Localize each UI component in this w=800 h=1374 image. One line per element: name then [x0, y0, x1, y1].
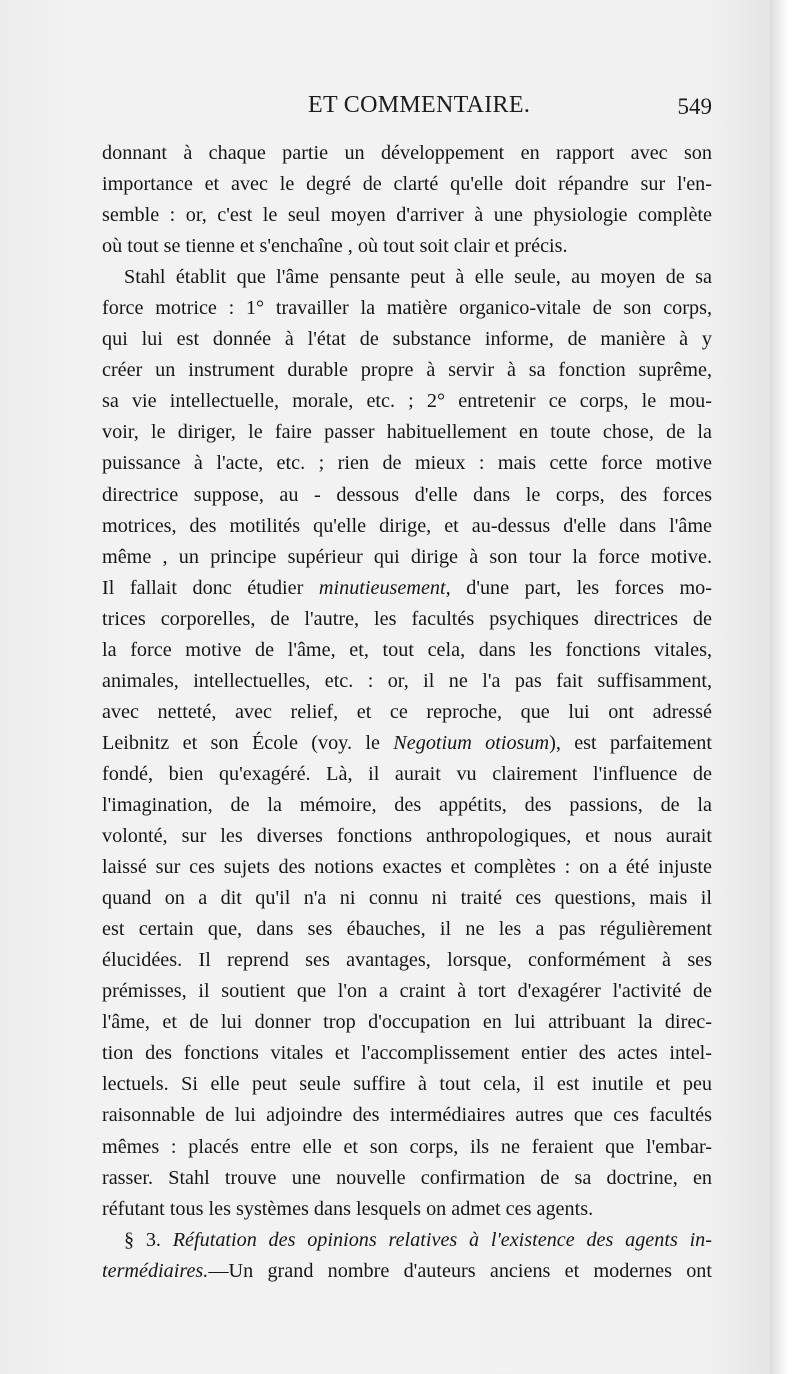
text-line: réfutant tous les systèmes dans lesquels on admet ces agents.	[102, 1197, 594, 1220]
section-title: Réfutation des opinions relatives à l'existence des agents in-	[172, 1228, 712, 1251]
text-line: sa vie intellectuelle, morale, etc. ; 2° entretenir ce corps, le mou-	[102, 390, 712, 413]
text-line: fondé, bien qu'exagéré. Là, il aurait vu clairement l'influence de	[102, 762, 712, 785]
text-segment: —Un grand nombre d'auteurs anciens et modernes ont	[208, 1259, 712, 1282]
page-edge-shadow	[770, 0, 800, 1374]
text-line: semble : or, c'est le seul moyen d'arriver à une physiologie complète	[102, 204, 712, 227]
text-segment: Il fallait donc étudier	[102, 576, 319, 599]
italic-text: Negotium otiosum	[393, 731, 550, 754]
body-text	[102, 138, 712, 1287]
text-line: la force motive de l'âme, et, tout cela, dans les fonctions vitales,	[102, 638, 712, 661]
text-segment: ), est parfaitement	[549, 731, 713, 754]
text-line: qui lui est donnée à l'état de substance informe, de manière à y	[102, 328, 712, 351]
text-line: tion des fonctions vitales et l'accomplissement entier des actes intel-	[102, 1042, 712, 1065]
text-line: l'âme, et de lui donner trop d'occupation en lui attribuant la direc-	[102, 1011, 712, 1034]
text-line: Stahl établit que l'âme pensante peut à elle seule, au moyen de sa	[124, 266, 712, 289]
section-number: § 3.	[124, 1228, 173, 1251]
text-line: prémisses, il soutient que l'on a craint à tort d'exagérer l'activité de	[102, 980, 712, 1003]
text-line: créer un instrument durable propre à servir à sa fonction suprême,	[102, 359, 712, 382]
text-line	[102, 573, 712, 604]
section-title-end: termédiaires.	[102, 1259, 209, 1282]
text-line: même , un principe supérieur qui dirige à son tour la force motive.	[102, 545, 712, 568]
text-line: l'imagination, de la mémoire, des appétits, des passions, de la	[102, 793, 712, 816]
text-line: force motrice : 1° travailler la matière organico-vitale de son corps,	[102, 297, 712, 320]
section-heading-line	[102, 1225, 712, 1256]
text-line: mêmes : placés entre elle et son corps, ils ne feraient que l'embar-	[102, 1135, 712, 1158]
text-line: est certain que, dans ses ébauches, il ne les a pas régulièrement	[102, 918, 712, 941]
text-line: rasser. Stahl trouve une nouvelle confirmation de sa doctrine, en	[102, 1166, 712, 1189]
text-line: où tout se tienne et s'enchaîne , où tout soit clair et précis.	[102, 235, 568, 258]
italic-text: minutieusement,	[318, 576, 451, 599]
text-line: avec netteté, avec relief, et ce reproche, que lui ont adressé	[102, 700, 712, 723]
text-line: trices corporelles, de l'autre, les facultés psychiques directrices de	[102, 607, 712, 630]
text-segment: Leibnitz et son École (voy. le	[102, 731, 394, 754]
page-number: 549	[677, 94, 712, 119]
text-segment: d'une part, les forces mo-	[450, 576, 712, 599]
text-line: animales, intellectuelles, etc. : or, il ne l'a pas fait suffisamment,	[102, 669, 712, 692]
text-line: lectuels. Si elle peut seule suffire à tout cela, il est inutile et peu	[102, 1073, 712, 1096]
text-line: volonté, sur les diverses fonctions anthropologiques, et nous aurait	[102, 825, 712, 848]
text-line: donnant à chaque partie un développement en rapport avec son	[102, 142, 712, 164]
text-line	[102, 1256, 712, 1287]
running-title: ET COMMENTAIRE.	[308, 92, 531, 118]
text-line: quand on a dit qu'il n'a ni connu ni traité ces questions, mais il	[102, 887, 712, 910]
text-line: raisonnable de lui adjoindre des intermédiaires autres que ces facultés	[102, 1104, 712, 1127]
page-header	[100, 92, 712, 124]
text-line: motrices, des motilités qu'elle dirige, et au-dessus d'elle dans l'âme	[102, 514, 712, 537]
text-line: élucidées. Il reprend ses avantages, lorsque, conformément à ses	[102, 949, 712, 972]
text-line: directrice suppose, au - dessous d'elle dans le corps, des forces	[102, 483, 712, 506]
text-line: importance et avec le degré de clarté qu'elle doit répandre sur l'en-	[102, 173, 712, 196]
text-line: voir, le diriger, le faire passer habituellement en toute chose, de la	[102, 421, 712, 444]
text-line: laissé sur ces sujets des notions exactes et complètes : on a été injuste	[102, 856, 712, 879]
text-line: puissance à l'acte, etc. ; rien de mieux : mais cette force motive	[102, 452, 712, 475]
text-line	[102, 728, 712, 759]
